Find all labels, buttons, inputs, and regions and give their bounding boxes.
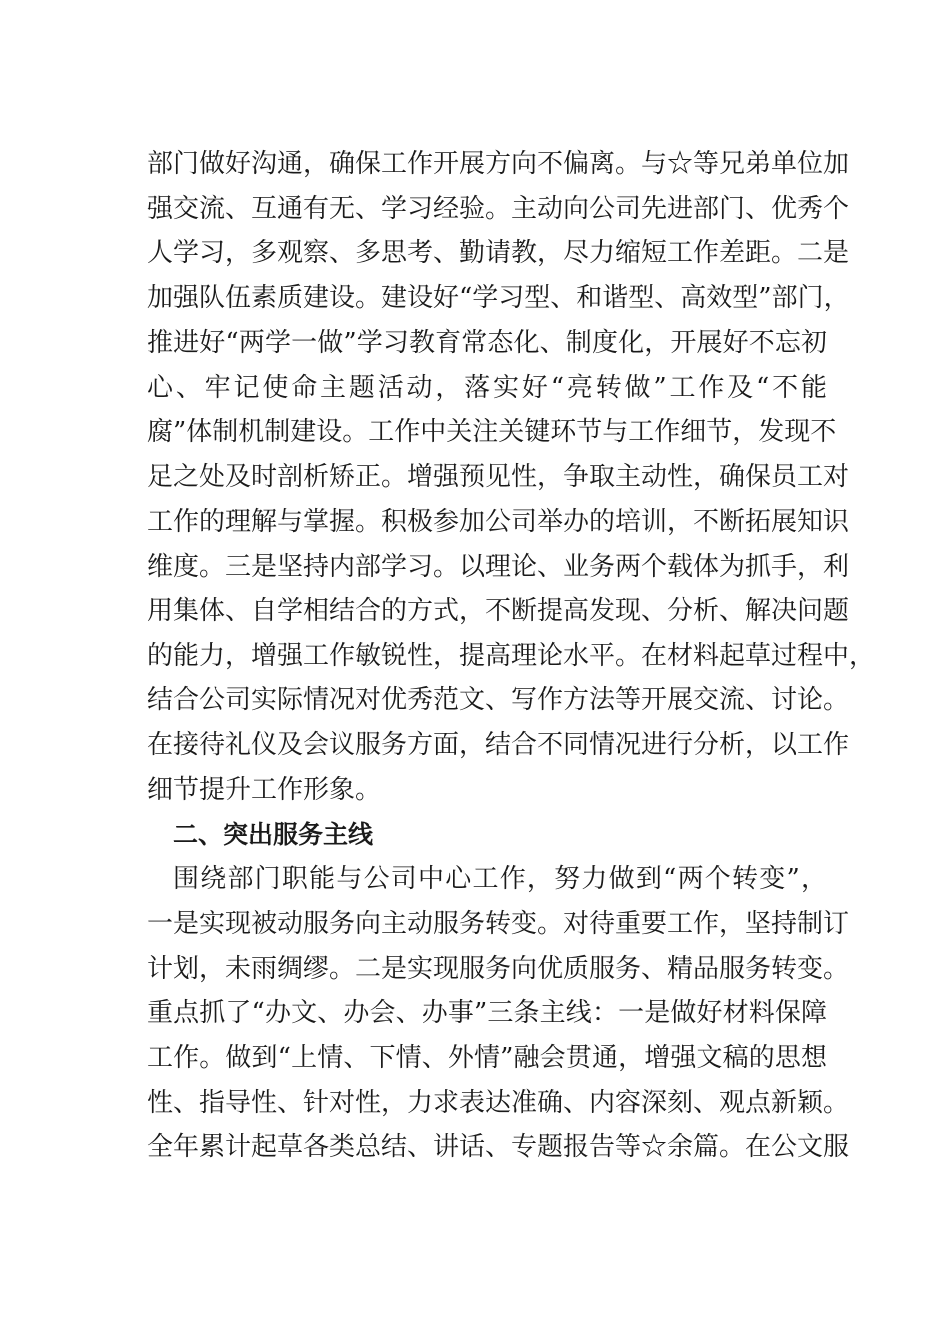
body-text-line: 强交流、互通有无、学习经验。主动向公司先进部门、优秀个 (147, 194, 850, 224)
body-text-line: 计划，未雨绸缪。二是实现服务向优质服务、精品服务转变。 (147, 954, 850, 984)
body-text-line: 用集体、自学相结合的方式，不断提高发现、分析、解决问题 (147, 596, 850, 626)
body-text-line: 维度。三是坚持内部学习。以理论、业务两个载体为抓手，利 (147, 552, 850, 582)
section-heading: 二、突出服务主线 (173, 820, 374, 849)
body-text-line: 重点抓了“办文、办会、办事”三条主线：一是做好材料保障 (147, 998, 827, 1028)
body-text-line: 一是实现被动服务向主动服务转变。对待重要工作，坚持制订 (147, 909, 850, 939)
body-text-line: 细节提升工作形象。 (147, 775, 382, 805)
body-text-line: 腐”体制机制建设。工作中关注关键环节与工作细节，发现不 (147, 417, 837, 447)
body-text-line: 加强队伍素质建设。建设好“学习型、和谐型、高效型”部门， (147, 283, 850, 313)
body-text-line: 推进好“两学一做”学习教育常态化、制度化，开展好不忘初 (147, 328, 827, 358)
body-text-line: 全年累计起草各类总结、讲话、专题报告等☆余篇。在公文服 (147, 1132, 850, 1162)
body-text-line: 围绕部门职能与公司中心工作，努力做到“两个转变”， (173, 864, 827, 894)
body-text-line: 结合公司实际情况对优秀范文、写作方法等开展交流、讨论。 (147, 685, 850, 715)
body-text-line: 在接待礼仪及会议服务方面，结合不同情况进行分析，以工作 (147, 730, 850, 760)
body-text-line: 的能力，增强工作敏锐性，提高理论水平。在材料起草过程中， (147, 641, 876, 671)
body-text-line: 部门做好沟通，确保工作开展方向不偏离。与☆等兄弟单位加 (147, 149, 850, 179)
body-text-line: 性、指导性、针对性，力求表达准确、内容深刻、观点新颖。 (147, 1088, 850, 1118)
body-text-line: 足之处及时剖析矫正。增强预见性，争取主动性，确保员工对 (147, 462, 850, 492)
body-text-line: 工作的理解与掌握。积极参加公司举办的培训，不断拓展知识 (147, 507, 850, 537)
body-text-line: 人学习，多观察、多思考、勤请教，尽力缩短工作差距。二是 (147, 238, 850, 268)
body-text-line: 心、牢记使命主题活动，落实好“亮转做”工作及“不能 (147, 373, 827, 403)
body-text-line: 工作。做到“上情、下情、外情”融会贯通，增强文稿的思想 (147, 1043, 827, 1073)
